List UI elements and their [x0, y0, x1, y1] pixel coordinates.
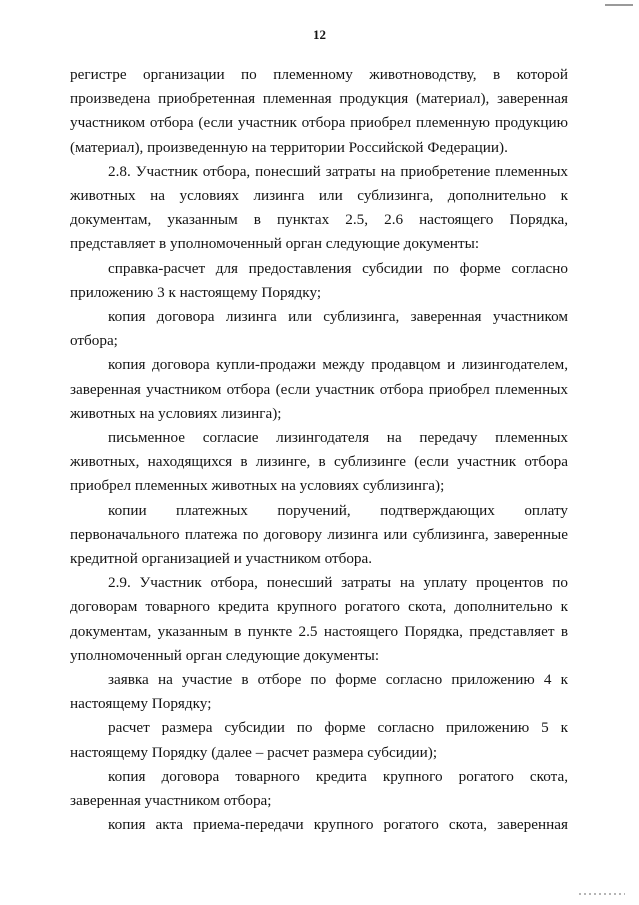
paragraph: копия договора купли-продажи между продавцом и лизингодателем, заверенная участником отбора (если участник отбора приобрел племенных животных на условиях лизинга); — [70, 356, 568, 422]
page-number: 12 — [313, 27, 326, 42]
paragraph: 2.9. Участник отбора, понесший затраты на уплату процентов по договорам товарного кредита крупного рогатого скота, дополнительно к документам, указанным в пункте 2.5 настоящего Порядка, представляет в уполномоченный орган следующие документы: — [70, 574, 568, 664]
scan-corner-mark — [605, 4, 633, 6]
paragraph: копия договора лизинга или сублизинга, заверенная участником отбора; — [70, 308, 568, 350]
body-text — [70, 63, 568, 838]
paragraph: копия договора товарного кредита крупного рогатого скота, заверенная участником отбора; — [70, 767, 568, 810]
paragraph: копия акта приема-передачи крупного рогатого скота, заверенная — [108, 816, 568, 834]
scan-artifact — [579, 893, 625, 895]
paragraph: копии платежных поручений, подтверждающих оплату первоначального платежа по договору лизинга или сублизинга, заверенные кредитной организацией и участником отбора. — [70, 501, 568, 568]
paragraph: расчет размера субсидии по форме согласно приложению 5 к настоящему Порядку (далее – расчет размера субсидии); — [70, 719, 568, 761]
paragraph: регистре организации по племенному животноводству, в которой произведена приобретенная племенная продукция (материал), заверенная участником отбора (если участник отбора приобрел племенную продукцию (материал), произведенную на территории Российской Федерации). — [70, 66, 568, 156]
paragraph: письменное согласие лизингодателя на передачу племенных животных, находящихся в лизинге, в сублизинге (если участник отбора приобрел племенных животных на условиях сублизинга); — [70, 429, 568, 495]
paragraph: заявка на участие в отборе по форме согласно приложению 4 к настоящему Порядку; — [70, 671, 568, 713]
paragraph: справка-расчет для предоставления субсидии по форме согласно приложению 3 к настоящему Порядку; — [70, 259, 568, 301]
paragraph: 2.8. Участник отбора, понесший затраты на приобретение племенных животных на условиях лизинга или сублизинга, дополнительно к документам, указанным в пунктах 2.5, 2.6 настоящего Порядка, представляет в уполномоченный орган следующие документы: — [70, 162, 568, 253]
